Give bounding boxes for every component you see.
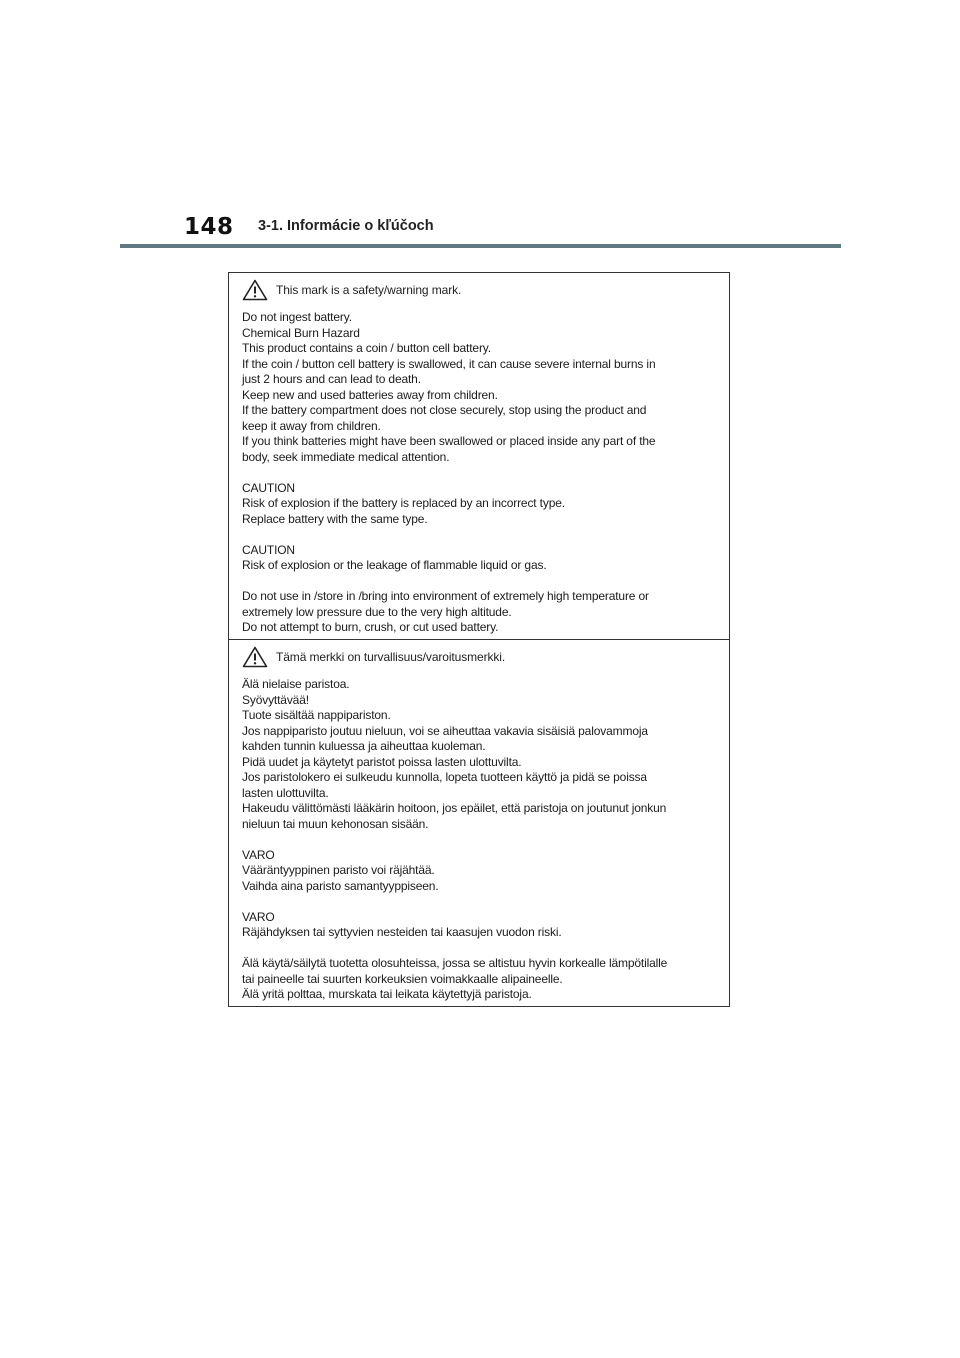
environment-warning-paragraph <box>242 956 719 1003</box>
text-line: Risk of explosion if the battery is replaced by an incorrect type. <box>242 496 565 510</box>
text-line: Chemical Burn Hazard <box>242 325 360 340</box>
battery-warning-box <box>228 272 730 1007</box>
text-line: Risk of explosion or the leakage of flammable liquid or gas. <box>242 558 547 572</box>
text-line: lasten ulottuvilta. <box>242 785 329 800</box>
text-line: If the battery compartment does not close securely, stop using the product and <box>242 403 647 417</box>
section-title: 3-1. Informácie o kľúčoch <box>258 218 434 234</box>
caution-heading: VARO <box>242 847 275 862</box>
text-line: Jos paristolokero ei sulkeudu kunnolla, lopeta tuotteen käyttö ja pidä se poissa <box>242 770 647 784</box>
caution-replacement-paragraph <box>242 481 719 528</box>
warning-section-finnish <box>229 639 729 1005</box>
warning-mark-line <box>242 646 719 668</box>
warning-mark-text: This mark is a safety/warning mark. <box>276 283 462 297</box>
text-line: Vääräntyyppinen paristo voi räjähtää. <box>242 863 435 877</box>
text-line: body, seek immediate medical attention. <box>242 449 450 464</box>
caution-heading: CAUTION <box>242 542 295 557</box>
text-line: Replace battery with the same type. <box>242 511 428 526</box>
text-line: Syövyttävää! <box>242 692 309 707</box>
text-line: Keep new and used batteries away from children. <box>242 387 498 402</box>
text-line: nieluun tai muun kehonosan sisään. <box>242 816 429 831</box>
warning-triangle-icon <box>242 279 268 301</box>
ingestion-warning-paragraph <box>242 677 719 832</box>
caution-leakage-paragraph <box>242 543 719 574</box>
caution-leakage-paragraph <box>242 910 719 941</box>
caution-heading: CAUTION <box>242 480 295 495</box>
text-line: Älä nielaise paristoa. <box>242 677 350 691</box>
warning-triangle-icon <box>242 646 268 668</box>
caution-heading: VARO <box>242 909 275 924</box>
text-line: extremely low pressure due to the very high altitude. <box>242 604 512 619</box>
header-rule <box>120 244 841 248</box>
text-line: This product contains a coin / button cell battery. <box>242 341 491 355</box>
text-line: tai paineelle tai suurten korkeuksien voimakkaalle alipaineelle. <box>242 971 563 986</box>
caution-replacement-paragraph <box>242 848 719 895</box>
ingestion-warning-paragraph <box>242 310 719 465</box>
text-line: Tuote sisältää nappipariston. <box>242 708 391 722</box>
text-line: Räjähdyksen tai syttyvien nesteiden tai kaasujen vuodon riski. <box>242 925 562 939</box>
warning-section-english <box>229 273 729 639</box>
text-line: Do not ingest battery. <box>242 310 352 324</box>
text-line: Vaihda aina paristo samantyyppiseen. <box>242 878 439 893</box>
environment-warning-paragraph <box>242 589 719 636</box>
text-line: Do not attempt to burn, crush, or cut used battery. <box>242 620 499 634</box>
text-line: Pidä uudet ja käytetyt paristot poissa lasten ulottuvilta. <box>242 754 522 769</box>
text-line: If the coin / button cell battery is swallowed, it can cause severe internal burns in <box>242 356 656 371</box>
text-line: Älä käytä/säilytä tuotetta olosuhteissa, jossa se altistuu hyvin korkealle lämpötilalle <box>242 956 668 970</box>
text-line: Älä yritä polttaa, murskata tai leikata käytettyjä paristoja. <box>242 987 532 1001</box>
page-number: 148 <box>184 214 234 240</box>
text-line: Hakeudu välittömästi lääkärin hoitoon, jos epäilet, että paristoja on joutunut jonkun <box>242 801 667 815</box>
warning-mark-line <box>242 279 719 301</box>
text-line: just 2 hours and can lead to death. <box>242 372 421 386</box>
text-line: If you think batteries might have been swallowed or placed inside any part of the <box>242 434 656 448</box>
text-line: keep it away from children. <box>242 418 381 433</box>
text-line: kahden tunnin kuluessa ja aiheuttaa kuoleman. <box>242 739 486 753</box>
warning-mark-text: Tämä merkki on turvallisuus/varoitusmerkki. <box>276 650 506 664</box>
text-line: Jos nappiparisto joutuu nieluun, voi se aiheuttaa vakavia sisäisiä palovammoja <box>242 723 648 738</box>
text-line: Do not use in /store in /bring into environment of extremely high temperature or <box>242 589 649 603</box>
